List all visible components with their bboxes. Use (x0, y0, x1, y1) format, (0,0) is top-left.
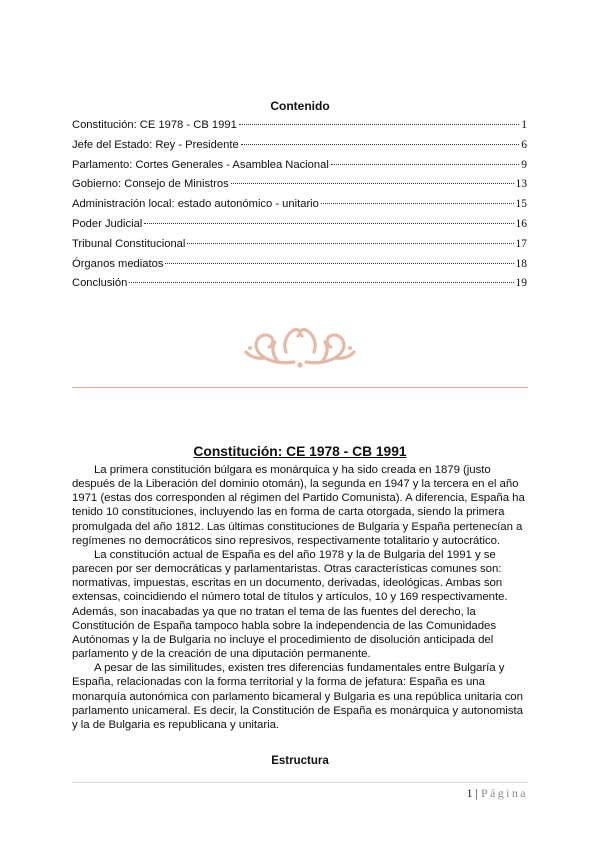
toc-entry[interactable] (72, 116, 527, 136)
toc-entry-label: Administración local: estado autonómico - unitario (72, 198, 319, 211)
paragraph: La primera constitución búlgara es monárquica y ha sido creada en 1879 (justo después de la Liberación del dominio otomán), la segunda en 1947 y la tercera en el año 1971 (estas dos corresponden al régimen del Partido Comunista). A diferencia, España ha tenido 10 constituciones, incluyendo las en forma de carta otorgada, siendo la primera promulgada del año 1812. Las últimas constituciones de Bulgaria y España pertenecían a regímenes no democráticos sino represivos, respectivamente totalitario y autocrático. (72, 464, 525, 547)
toc-entry[interactable] (72, 175, 527, 195)
toc-entry-page: 18 (515, 257, 527, 270)
toc-leader-dots (144, 223, 513, 224)
section-heading: Constitución: CE 1978 - CB 1991 (193, 444, 407, 459)
toc-leader-dots (187, 243, 513, 244)
section-divider (72, 387, 528, 388)
toc-entry-label: Órganos mediatos (72, 257, 164, 270)
toc-entry-page: 17 (515, 237, 527, 250)
table-of-contents (72, 116, 527, 294)
toc-entry-label: Constitución: CE 1978 - CB 1991 (72, 119, 237, 131)
toc-entry-label: Parlamento: Cortes Generales - Asamblea Nacional (72, 158, 329, 171)
page-footer (467, 786, 528, 801)
toc-entry[interactable] (72, 255, 527, 275)
toc-leader-dots (129, 282, 513, 283)
toc-entry-page: 19 (515, 277, 527, 290)
toc-entry-page: 16 (515, 217, 527, 230)
toc-entry[interactable] (72, 195, 527, 215)
toc-entry[interactable] (72, 235, 527, 255)
footer-separator: | (475, 786, 478, 800)
toc-entry[interactable] (72, 215, 527, 235)
toc-entry-page: 6 (521, 138, 527, 151)
toc-leader-dots (331, 164, 519, 165)
subheading: Estructura (271, 755, 329, 767)
toc-entry-page: 1 (521, 119, 527, 131)
page-label: Página (480, 786, 528, 800)
toc-leader-dots (239, 124, 519, 125)
toc-leader-dots (241, 144, 520, 145)
toc-leader-dots (231, 183, 514, 184)
toc-entry[interactable] (72, 156, 527, 176)
toc-entry-page: 13 (515, 178, 527, 191)
toc-entry-page: 9 (521, 158, 527, 171)
page-number: 1 (466, 786, 473, 800)
toc-entry[interactable] (72, 274, 527, 294)
floral-flourish-icon (238, 322, 362, 370)
paragraph: La constitución actual de España es del año 1978 y la de Bulgaria del 1991 y se parecen por ser democráticas y parlamentaristas. Otras características comunes son: normativas, impuestas, escritas en un documento, derivadas, ideológicas. Ambas son extensas, coincidiendo el número total de títulos y artículos, 10 y 169 respectivamente. Además, son inacabadas ya que no tratan el tema de las fuentes del derecho, la Constitución de España tampoco habla sobre la independencia de las Comunidades Autónomas y la de Bulgaria no incluye el procedimiento de disolución anticipada del parlamento y de la creación de una diputación permanente. (72, 548, 508, 661)
footer-divider (72, 782, 528, 783)
toc-title: Contenido (270, 99, 330, 113)
toc-entry-label: Poder Judicial (72, 217, 143, 230)
toc-entry-label: Conclusión (72, 277, 128, 290)
paragraph: A pesar de las similitudes, existen tres diferencias fundamentales entre Bulgaría y España, relacionadas con la forma territorial y la forma de jefatura: España es una monarquía autonómica con parlamento bicameral y Bulgaria es una república unitaria con parlamento unicameral. Es decir, la Constitución de España es monárquica y autonomista y la de Bulgaria es republicana y unitaria. (72, 662, 523, 731)
toc-leader-dots (321, 203, 514, 204)
toc-entry-page: 15 (515, 198, 527, 211)
toc-entry-label: Gobierno: Consejo de Ministros (72, 178, 229, 191)
toc-leader-dots (165, 263, 513, 264)
toc-entry-label: Tribunal Constitucional (72, 237, 186, 250)
body-text (72, 463, 528, 732)
toc-entry[interactable] (72, 136, 527, 156)
toc-entry-label: Jefe del Estado: Rey - Presidente (72, 138, 239, 151)
